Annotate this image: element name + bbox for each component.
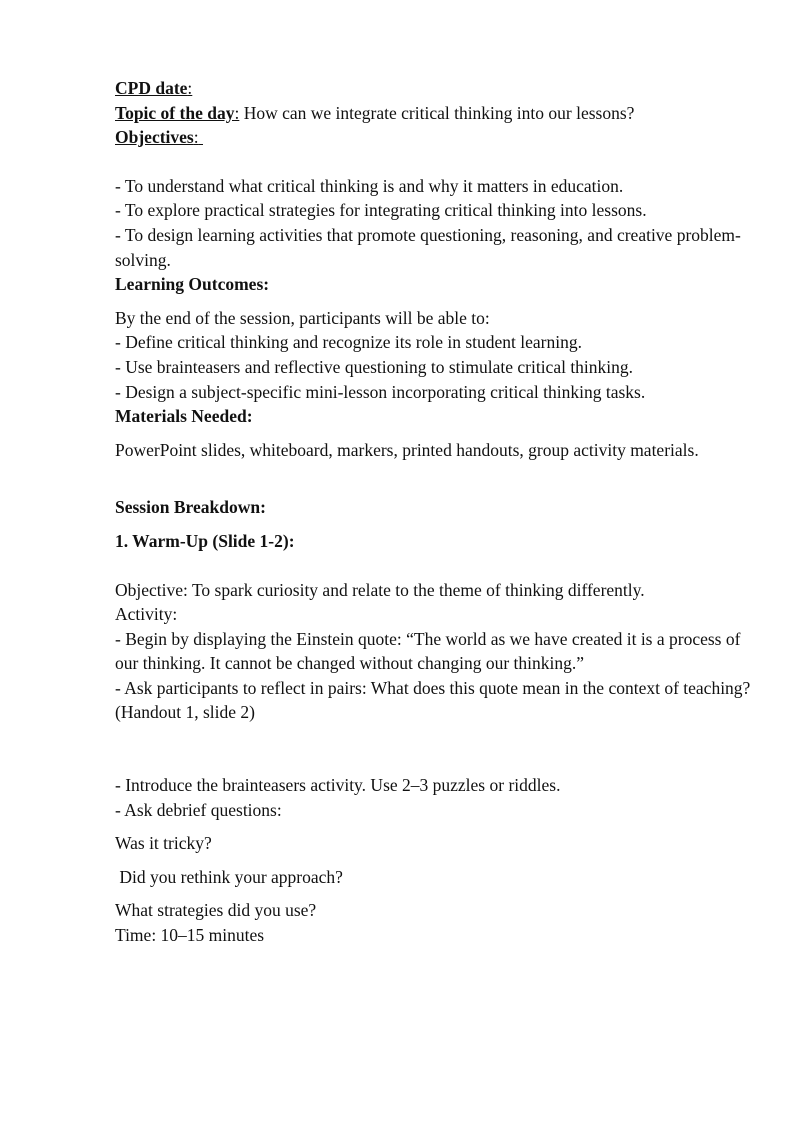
cpd-date-label: CPD date [115,78,188,98]
activity-label: Activity: [115,604,178,625]
debrief-intro: - Ask debrief questions: [115,799,282,820]
debrief-question: Did you rethink your approach? [115,866,343,887]
objective-item: - To explore practical strategies for integrating critical thinking into lessons. [115,200,647,221]
learning-outcomes-heading: Learning Outcomes: [115,274,270,295]
time-line: Time: 10–15 minutes [115,925,265,946]
objectives-line [115,125,755,150]
topic-colon: : [234,102,240,123]
session-breakdown-heading: Session Breakdown: [115,497,266,518]
objective-item: - To understand what critical thinking is and why it matters in education. [115,175,624,196]
topic-line [115,101,755,126]
cpd-date-colon: : [187,78,193,98]
warmup-objective: Objective: To spark curiosity and relate to the theme of thinking differently. [115,579,645,600]
topic-value: How can we integrate critical thinking into our lessons? [239,102,635,123]
objectives-label: Objectives [115,127,194,148]
learning-outcome-item: - Use brainteasers and reflective questioning to stimulate critical thinking. [115,356,634,377]
topic-label: Topic of the day [115,102,235,123]
brainteaser-text: - Introduce the brainteasers activity. Use 2–3 puzzles or riddles. [115,775,561,796]
objectives-colon: : [193,127,199,148]
learning-outcome-item: - Define critical thinking and recognize its role in student learning. [115,332,582,353]
learning-outcome-item: - Design a subject-specific mini-lesson incorporating critical thinking tasks. [115,381,646,402]
materials-heading: Materials Needed: [115,406,253,427]
learning-outcomes-intro: By the end of the session, participants will be able to: [115,307,490,328]
cpd-date-line [115,76,755,101]
debrief-question: What strategies did you use? [115,900,317,921]
activity-item: - Ask participants to reflect in pairs: What does this quote mean in the context of teaching? (Handout 1, slide 2) [115,677,751,723]
document-page [115,76,755,948]
materials-text: PowerPoint slides, whiteboard, markers, printed handouts, group activity materials. [115,439,699,460]
activity-item: - Begin by displaying the Einstein quote: “The world as we have created it is a process of our thinking. It cannot be changed without changing our thinking.” [115,628,741,674]
objective-item: - To design learning activities that promote questioning, reasoning, and creative problem-solving. [115,224,741,270]
debrief-question: Was it tricky? [115,833,212,854]
warmup-heading: 1. Warm-Up (Slide 1-2): [115,530,295,551]
